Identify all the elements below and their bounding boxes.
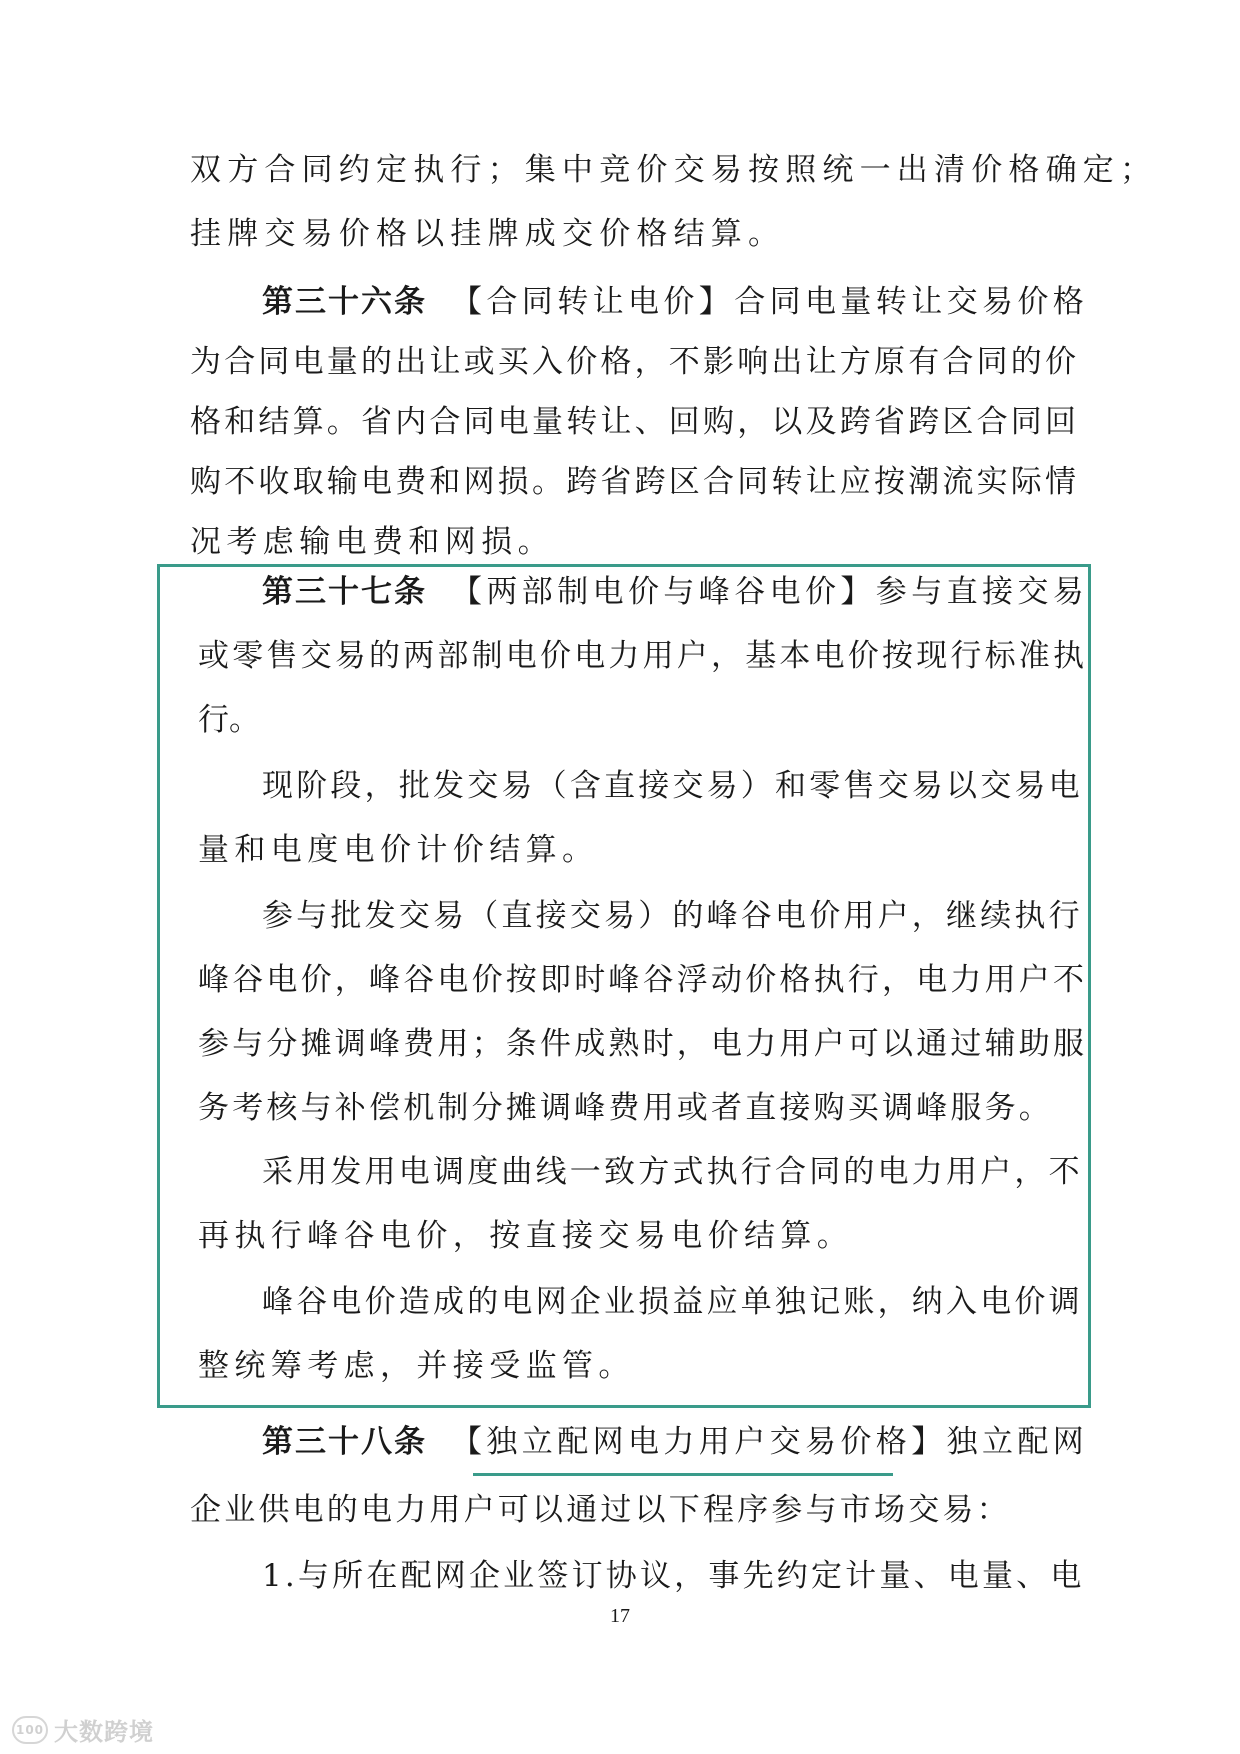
article-36-heading: 【合同转让电价】合同电量转让交易价格 (451, 284, 1089, 320)
text-line: 峰谷电价造成的电网企业损益应单独记账，纳入电价调 (262, 1284, 1083, 1320)
text-line: 双方合同约定执行；集中竞价交易按照统一出清价格确定； (190, 152, 1158, 188)
article-36 (262, 282, 1088, 322)
text-line: 参与分摊调峰费用；条件成熟时，电力用户可以通过辅助服 (198, 1026, 1088, 1062)
article-38 (262, 1422, 1088, 1462)
text-line: 为合同电量的出让或买入价格，不影响出让方原有合同的价 (190, 344, 1080, 380)
text-line: 格和结算。省内合同电量转让、回购，以及跨省跨区合同回 (190, 404, 1080, 440)
text-line: 购不收取输电费和网损。跨省跨区合同转让应按潮流实际情 (190, 464, 1080, 500)
text-line: 采用发用电调度曲线一致方式执行合同的电力用户，不 (262, 1154, 1083, 1190)
article-37 (262, 572, 1088, 612)
article-37-title: 第三十七条 (262, 574, 427, 610)
text-line: 务考核与补偿机制分摊调峰费用或者直接购买调峰服务。 (198, 1090, 1053, 1126)
text-line: 再执行峰谷电价，按直接交易电价结算。 (198, 1218, 854, 1254)
article-36-title: 第三十六条 (262, 284, 427, 320)
article-37-heading: 【两部制电价与峰谷电价】参与直接交易 (451, 574, 1089, 610)
page-number: 17 (610, 1605, 630, 1627)
text-line: 整统筹考虑，并接受监管。 (198, 1348, 635, 1384)
text-line: 或零售交易的两部制电价电力用户，基本电价按现行标准执 (198, 638, 1088, 674)
list-item: 1.与所在配网企业签订协议，事先约定计量、电量、电 (262, 1558, 1085, 1594)
watermark-text: 大数跨境 (54, 1718, 154, 1746)
article-38-title: 第三十八条 (262, 1424, 427, 1460)
article-38-heading: 【独立配网电力用户交易价格】独立配网 (451, 1424, 1089, 1460)
watermark-logo-icon: 100 (12, 1716, 48, 1744)
text-line: 挂牌交易价格以挂牌成交价格结算。 (190, 216, 786, 252)
watermark (12, 1712, 154, 1747)
text-line: 况考虑输电费和网损。 (190, 524, 554, 560)
text-line: 峰谷电价，峰谷电价按即时峰谷浮动价格执行，电力用户不 (198, 962, 1088, 998)
heading-underline (473, 1473, 893, 1476)
text-line: 行。 (198, 702, 260, 738)
text-line: 企业供电的电力用户可以通过以下程序参与市场交易： (190, 1492, 1011, 1528)
text-line: 现阶段，批发交易（含直接交易）和零售交易以交易电 (262, 768, 1083, 804)
text-line: 参与批发交易（直接交易）的峰谷电价用户，继续执行 (262, 898, 1083, 934)
text-line: 量和电度电价计价结算。 (198, 832, 599, 868)
